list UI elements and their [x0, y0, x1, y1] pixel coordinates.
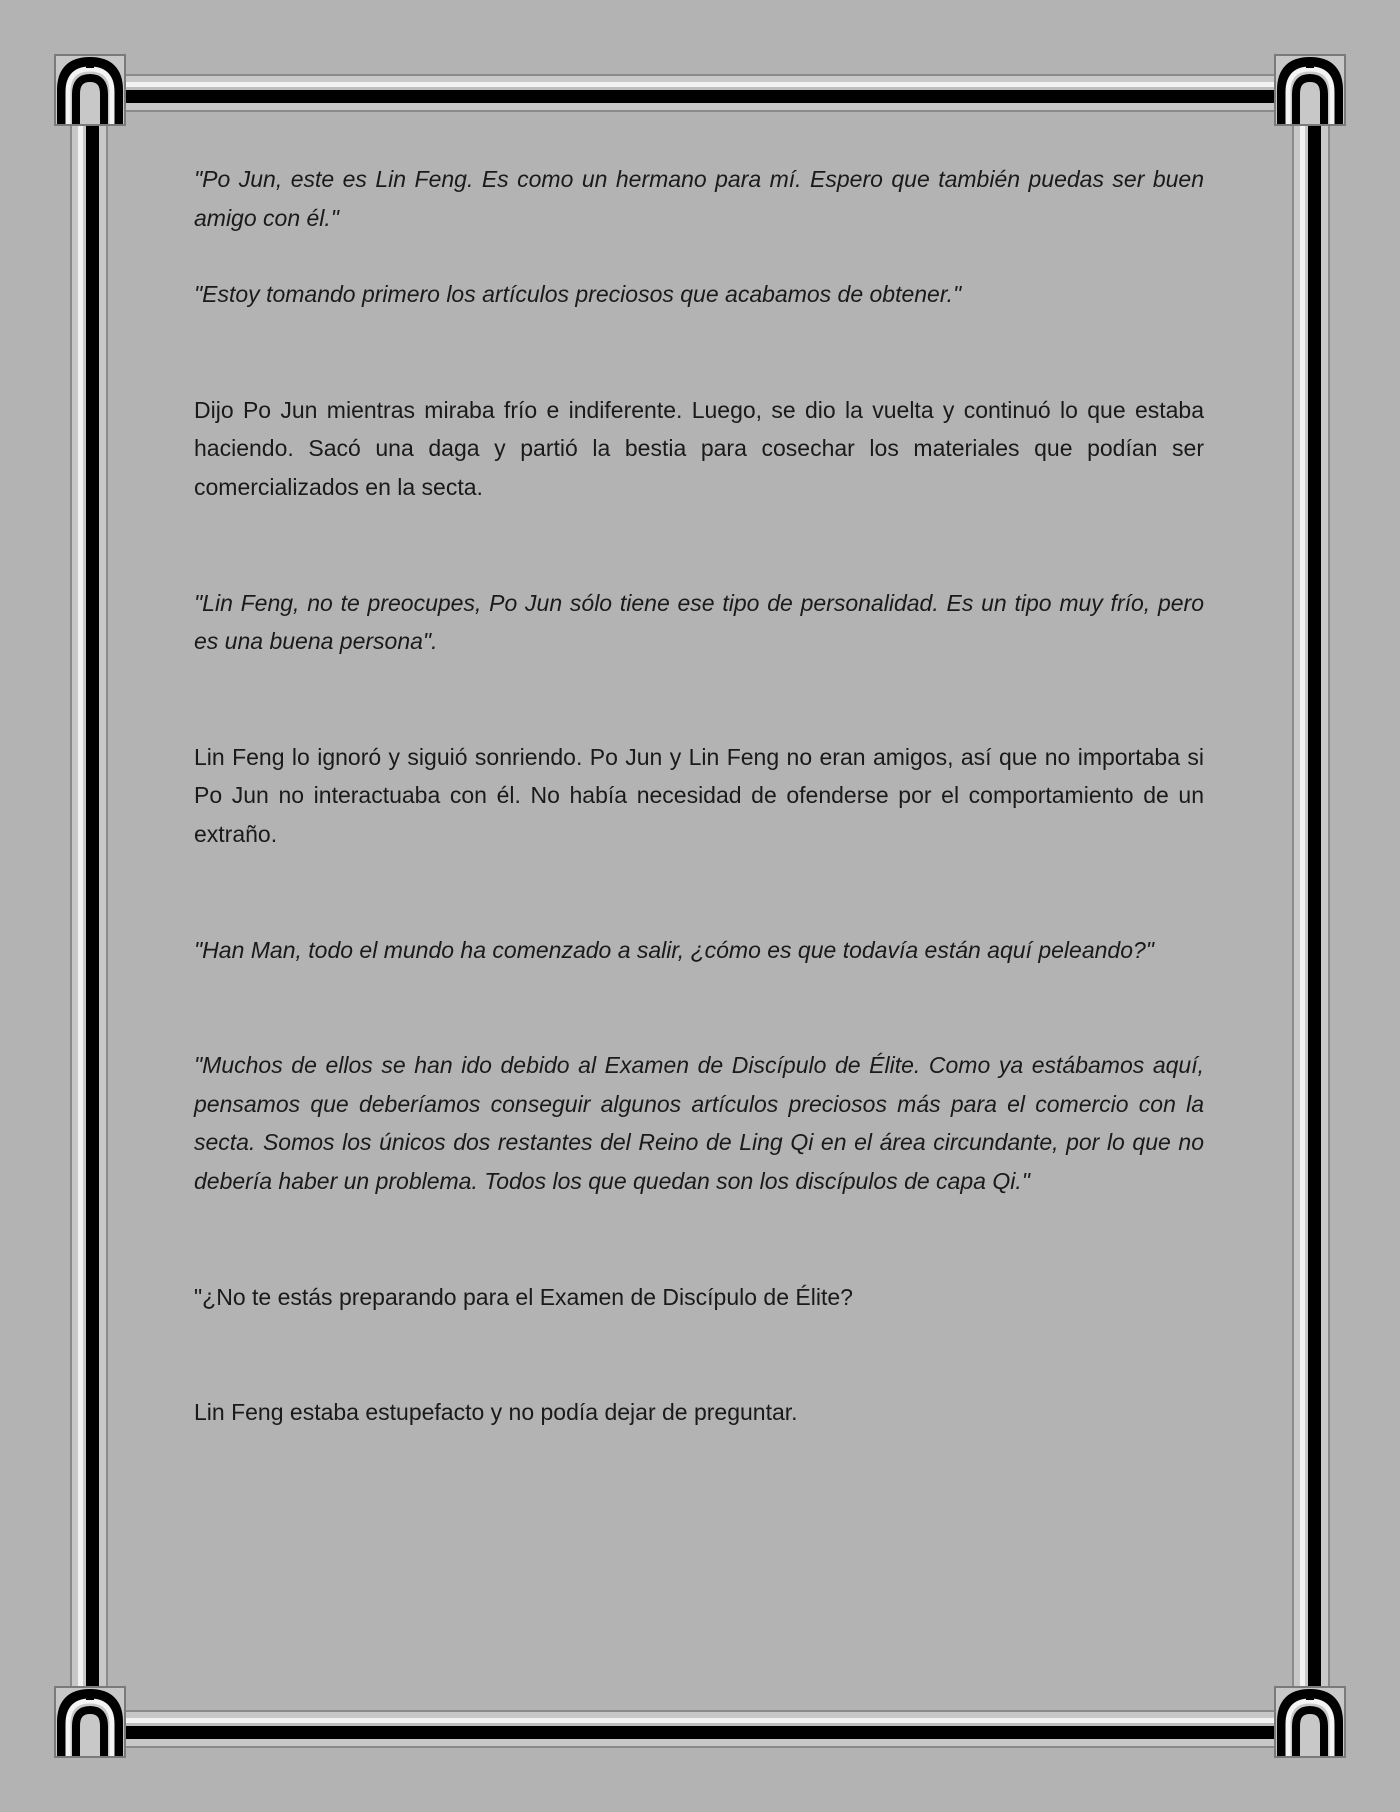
dialogue-paragraph: "Lin Feng, no te preocupes, Po Jun sólo tiene ese tipo de personalidad. Es un tipo muy frío, pero es una buena persona".	[194, 589, 1204, 655]
narration-paragraph: Dijo Po Jun mientras miraba frío e indiferente. Luego, se dio la vuelta y continuó lo que estaba haciendo. Sacó una daga y partió la bestia para cosechar los materiales que podían ser comercializados en la secta.	[194, 396, 1204, 500]
frame-left-bar	[70, 118, 108, 1700]
frame-bottom-bar	[120, 1710, 1280, 1748]
narration-paragraph: Lin Feng lo ignoró y siguió sonriendo. Po Jun y Lin Feng no eran amigos, así que no importaba si Po Jun no interactuaba con él. No había necesidad de ofenderse por el comportamiento de un extraño.	[194, 743, 1204, 847]
dialogue-paragraph: "Muchos de ellos se han ido debido al Examen de Discípulo de Élite. Como ya estábamos aquí, pensamos que deberíamos conseguir algunos artículos preciosos más para el comercio con la secta. Somos los únicos dos restantes del Reino de Ling Qi en el área circundante, por lo que no debería haber un problema. Todos los que quedan son los discípulos de capa Qi."	[194, 1052, 1204, 1194]
dialogue-paragraph: "Po Jun, este es Lin Feng. Es como un hermano para mí. Espero que también puedas ser buen amigo con él."	[194, 166, 1204, 231]
frame-corner-ornament-icon	[1274, 54, 1346, 126]
dialogue-paragraph: "¿No te estás preparando para el Examen de Discípulo de Élite?	[194, 1283, 853, 1310]
frame-corner-ornament-icon	[54, 54, 126, 126]
frame-corner-ornament-icon	[1274, 1686, 1346, 1758]
frame-top-bar	[120, 74, 1280, 112]
frame-right-bar	[1292, 118, 1330, 1700]
dialogue-paragraph: "Han Man, todo el mundo ha comenzado a salir, ¿cómo es que todavía están aquí peleando?"	[194, 936, 1154, 963]
frame-corner-ornament-icon	[54, 1686, 126, 1758]
dialogue-paragraph: "Estoy tomando primero los artículos preciosos que acabamos de obtener."	[194, 281, 962, 308]
narration-paragraph: Lin Feng estaba estupefacto y no podía dejar de preguntar.	[194, 1399, 798, 1426]
page-body	[194, 160, 1204, 1432]
